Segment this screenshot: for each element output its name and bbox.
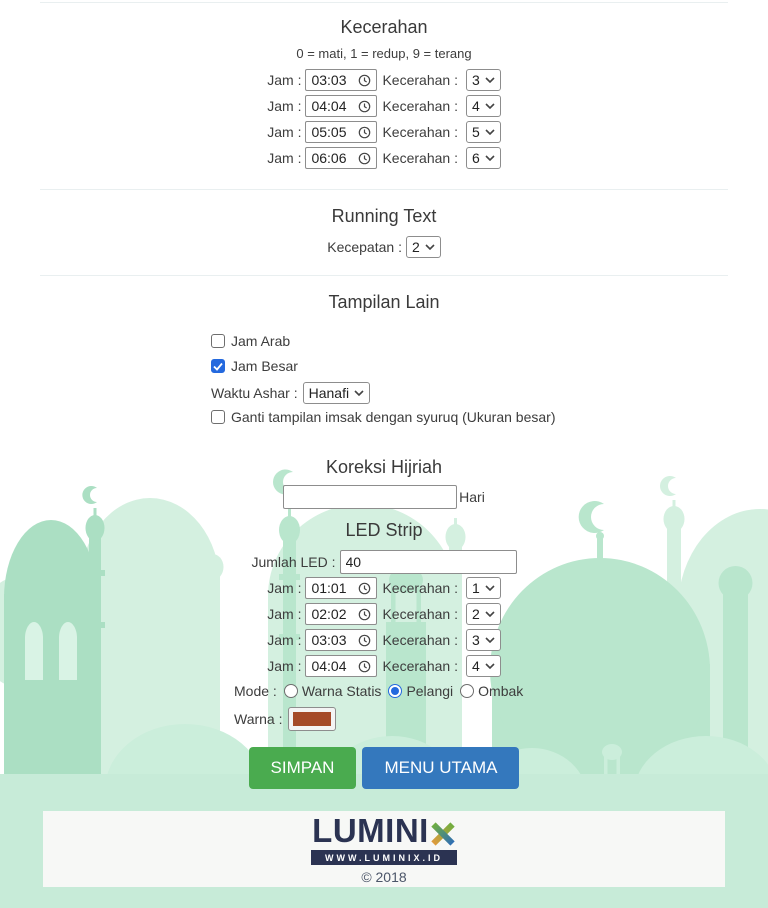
mode-label: Mode : bbox=[234, 683, 277, 699]
kecerahan-level-label: Kecerahan : bbox=[382, 72, 458, 88]
chevron-down-icon bbox=[485, 637, 495, 643]
kecerahan-level-label: Kecerahan : bbox=[382, 658, 458, 674]
time-value: 03:03 bbox=[311, 72, 347, 88]
kecerahan-level-label: Kecerahan : bbox=[382, 150, 458, 166]
led-strip-rows bbox=[0, 575, 768, 679]
color-swatch bbox=[293, 712, 331, 726]
ganti-imsak-option[interactable] bbox=[211, 407, 557, 427]
jam-label: Jam : bbox=[267, 632, 302, 648]
led-time-input-2[interactable] bbox=[305, 603, 377, 625]
brightness-value: 6 bbox=[471, 150, 480, 166]
tampilan-lain-section-title: Tampilan Lain bbox=[328, 292, 440, 312]
tampilan-lain-options bbox=[211, 331, 557, 427]
mode-pelangi-option[interactable] bbox=[388, 683, 453, 699]
chevron-down-icon bbox=[485, 663, 495, 669]
time-input-1[interactable] bbox=[305, 69, 377, 91]
clock-icon bbox=[358, 634, 371, 647]
koreksi-hijriah-section-title: Koreksi Hijriah bbox=[325, 457, 443, 477]
mode-warna-block bbox=[234, 681, 534, 731]
led-brightness-select-4[interactable] bbox=[466, 655, 501, 677]
waktu-ashar-select[interactable] bbox=[303, 382, 370, 404]
chevron-down-icon bbox=[485, 585, 495, 591]
menu-utama-button[interactable]: MENU UTAMA bbox=[362, 747, 519, 789]
speed-row bbox=[0, 235, 768, 259]
time-value: 03:03 bbox=[311, 632, 347, 648]
jam-label: Jam : bbox=[267, 580, 302, 596]
kecerahan-level-label: Kecerahan : bbox=[382, 606, 458, 622]
brightness-value: 3 bbox=[471, 72, 480, 88]
running-text-section-title: Running Text bbox=[331, 206, 437, 226]
waktu-ashar-value: Hanafi bbox=[308, 385, 350, 401]
mode-row bbox=[234, 681, 534, 701]
kecerahan-level-label: Kecerahan : bbox=[382, 98, 458, 114]
brightness-value: 4 bbox=[471, 658, 480, 674]
jumlah-led-label: Jumlah LED : bbox=[251, 554, 336, 570]
mode-warna-statis-option[interactable] bbox=[284, 683, 382, 699]
luminix-logo bbox=[312, 811, 456, 849]
ombak-label: Ombak bbox=[478, 683, 524, 699]
waktu-ashar-label: Waktu Ashar : bbox=[211, 385, 298, 401]
kecerahan-row-1 bbox=[0, 67, 768, 93]
chevron-down-icon bbox=[485, 611, 495, 617]
brightness-value: 5 bbox=[471, 124, 480, 140]
ombak-radio[interactable] bbox=[460, 684, 474, 698]
clock-icon bbox=[358, 660, 371, 673]
time-value: 04:04 bbox=[311, 658, 347, 674]
jam-besar-option[interactable] bbox=[211, 356, 557, 376]
jam-label: Jam : bbox=[267, 658, 302, 674]
koreksi-hijriah-input[interactable] bbox=[283, 485, 457, 509]
clock-icon bbox=[358, 74, 371, 87]
time-input-3[interactable] bbox=[305, 121, 377, 143]
jam-label: Jam : bbox=[267, 606, 302, 622]
kecerahan-section-title: Kecerahan bbox=[340, 17, 428, 37]
time-value: 02:02 bbox=[311, 606, 347, 622]
brightness-select-2[interactable] bbox=[466, 95, 501, 117]
brightness-value: 2 bbox=[471, 606, 480, 622]
kecerahan-row-4 bbox=[0, 145, 768, 171]
ganti-imsak-label: Ganti tampilan imsak dengan syuruq (Ukuran besar) bbox=[231, 409, 556, 425]
kecerahan-level-label: Kecerahan : bbox=[382, 580, 458, 596]
led-row-1 bbox=[0, 575, 768, 601]
chevron-down-icon bbox=[354, 390, 364, 396]
brightness-select-1[interactable] bbox=[466, 69, 501, 91]
jumlah-led-input[interactable] bbox=[340, 550, 517, 574]
luminix-logo-text: LUMINI bbox=[312, 811, 429, 849]
pelangi-radio[interactable] bbox=[388, 684, 402, 698]
pelangi-label: Pelangi bbox=[406, 683, 454, 699]
brightness-select-3[interactable] bbox=[466, 121, 501, 143]
clock-icon bbox=[358, 100, 371, 113]
kecepatan-label: Kecepatan : bbox=[327, 239, 402, 255]
clock-icon bbox=[358, 152, 371, 165]
led-time-input-4[interactable] bbox=[305, 655, 377, 677]
led-row-4 bbox=[0, 653, 768, 679]
led-time-input-1[interactable] bbox=[305, 577, 377, 599]
kecerahan-level-label: Kecerahan : bbox=[382, 632, 458, 648]
section-divider bbox=[40, 189, 728, 190]
speed-value: 2 bbox=[411, 239, 420, 255]
luminix-logo-x-icon bbox=[430, 821, 456, 847]
chevron-down-icon bbox=[485, 129, 495, 135]
chevron-down-icon bbox=[485, 103, 495, 109]
kecerahan-level-label: Kecerahan : bbox=[382, 124, 458, 140]
section-divider bbox=[40, 275, 728, 276]
time-input-4[interactable] bbox=[305, 147, 377, 169]
time-value: 06:06 bbox=[311, 150, 347, 166]
led-brightness-select-2[interactable] bbox=[466, 603, 501, 625]
ganti-imsak-checkbox[interactable] bbox=[211, 410, 225, 424]
koreksi-hijriah-row bbox=[0, 484, 768, 510]
led-strip-section-title: LED Strip bbox=[345, 520, 423, 540]
warna-row bbox=[234, 707, 534, 731]
jam-label: Jam : bbox=[267, 98, 302, 114]
section-divider bbox=[40, 2, 728, 3]
brightness-select-4[interactable] bbox=[466, 147, 501, 169]
jam-besar-checkbox[interactable] bbox=[211, 359, 225, 373]
led-brightness-select-1[interactable] bbox=[466, 577, 501, 599]
copyright: © 2018 bbox=[361, 868, 407, 885]
clock-icon bbox=[358, 608, 371, 621]
footer bbox=[43, 811, 725, 887]
kecerahan-rows bbox=[0, 67, 768, 171]
warna-statis-radio[interactable] bbox=[284, 684, 298, 698]
led-time-input-3[interactable] bbox=[305, 629, 377, 651]
jam-arab-checkbox[interactable] bbox=[211, 334, 225, 348]
jam-label: Jam : bbox=[267, 124, 302, 140]
time-value: 05:05 bbox=[311, 124, 347, 140]
warna-label: Warna : bbox=[234, 711, 283, 727]
waktu-ashar-row bbox=[211, 381, 557, 405]
clock-icon bbox=[358, 582, 371, 595]
jam-besar-label: Jam Besar bbox=[231, 358, 298, 374]
brightness-value: 1 bbox=[471, 580, 480, 596]
brightness-value: 3 bbox=[471, 632, 480, 648]
time-input-2[interactable] bbox=[305, 95, 377, 117]
jumlah-led-row bbox=[0, 549, 768, 575]
kecerahan-row-2 bbox=[0, 93, 768, 119]
luminix-website: WWW.LUMINIX.ID bbox=[311, 850, 457, 865]
kecerahan-row-3 bbox=[0, 119, 768, 145]
color-picker[interactable] bbox=[288, 707, 336, 731]
chevron-down-icon bbox=[485, 77, 495, 83]
action-buttons bbox=[0, 747, 768, 789]
led-brightness-select-3[interactable] bbox=[466, 629, 501, 651]
kecerahan-note: 0 = mati, 1 = redup, 9 = terang bbox=[296, 46, 472, 61]
hari-label: Hari bbox=[459, 489, 485, 505]
jam-arab-label: Jam Arab bbox=[231, 333, 291, 349]
jam-label: Jam : bbox=[267, 72, 302, 88]
jam-label: Jam : bbox=[267, 150, 302, 166]
warna-statis-label: Warna Statis bbox=[301, 683, 382, 699]
clock-icon bbox=[358, 126, 371, 139]
led-row-2 bbox=[0, 601, 768, 627]
speed-select[interactable] bbox=[406, 236, 441, 258]
chevron-down-icon bbox=[425, 244, 435, 250]
time-value: 04:04 bbox=[311, 98, 347, 114]
simpan-button[interactable]: SIMPAN bbox=[249, 747, 357, 789]
led-row-3 bbox=[0, 627, 768, 653]
brightness-value: 4 bbox=[471, 98, 480, 114]
jam-arab-option[interactable] bbox=[211, 331, 557, 351]
time-value: 01:01 bbox=[311, 580, 347, 596]
chevron-down-icon bbox=[485, 155, 495, 161]
mode-ombak-option[interactable] bbox=[460, 683, 523, 699]
